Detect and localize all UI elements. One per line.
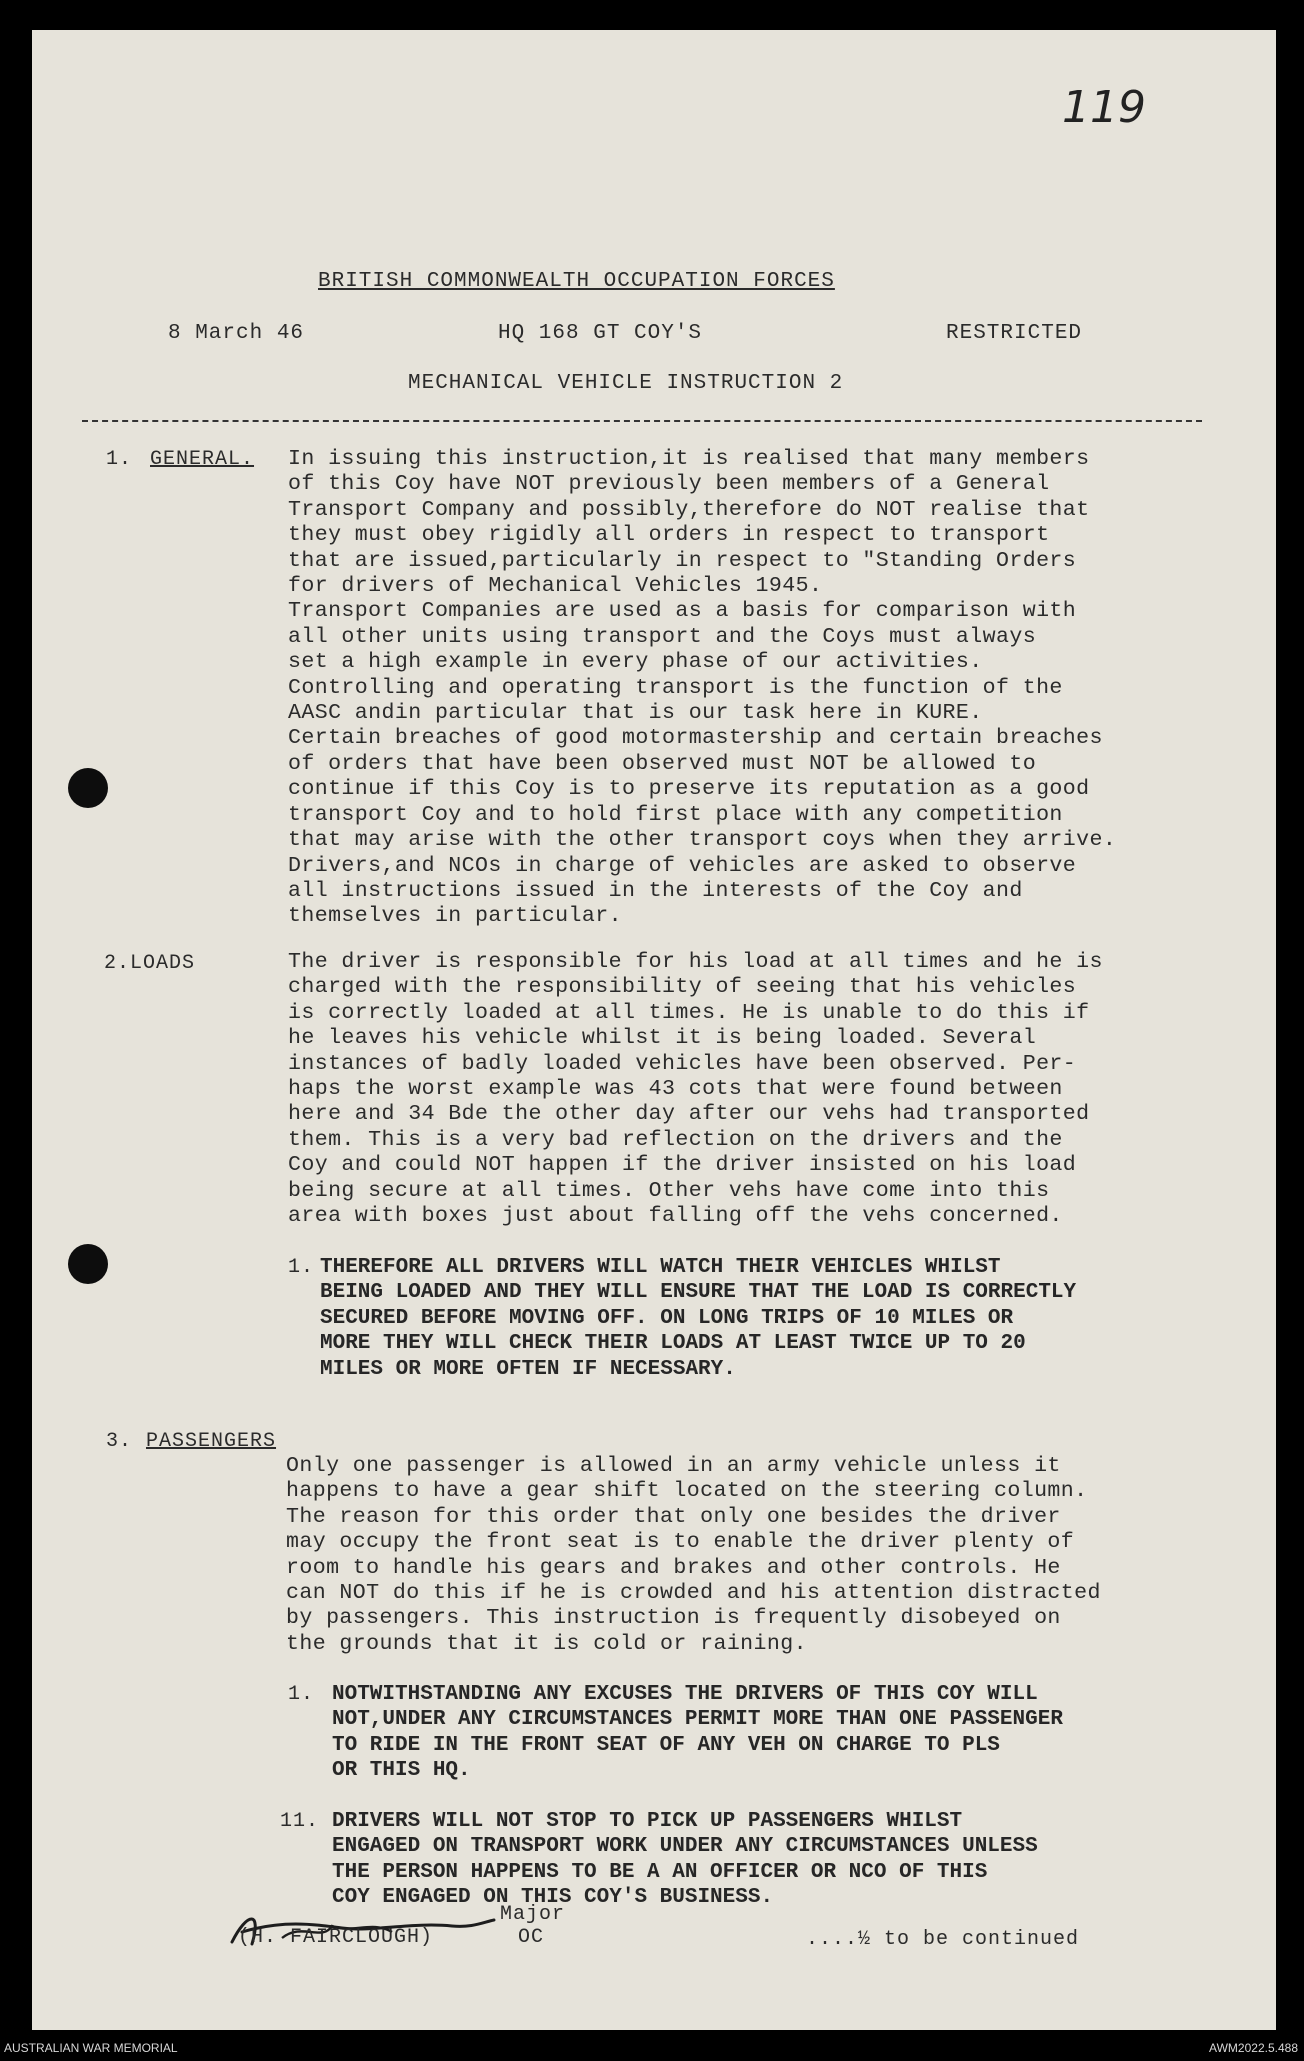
section-heading-passengers: PASSENGERS: [146, 1430, 277, 1453]
passengers-body: Only one passenger is allowed in an army vehicle unless it happens to have a gear shift located on the steering column. The reason for this order that only one besides the driver may occupy the front seat is to enable the driver plenty of room to handle his gears and brakes and other controls. He can NOT do this if he is crowded and his attention distracted by passengers. This instruction is frequently disobeyed on the grounds that it is cold or raining.: [286, 1454, 1101, 1656]
punch-hole: [68, 1244, 108, 1284]
order-number: 11.: [280, 1810, 320, 1833]
continuation-note: ....½ to be continued: [806, 1928, 1080, 1951]
header-divider: [82, 420, 1202, 422]
archive-reference: AWM2022.5.488: [1209, 2041, 1298, 2055]
punch-hole: [68, 768, 108, 808]
unit-name: HQ 168 GT COY'S: [498, 322, 703, 345]
passengers-order-1: NOTWITHSTANDING ANY EXCUSES THE DRIVERS OF THIS COY WILL NOT,UNDER ANY CIRCUMSTANCES PERMIT MORE THAN ONE PASSENGER TO RIDE IN THE FRONT SEAT OF ANY VEH ON CHARGE TO PLS OR THIS HQ.: [332, 1683, 1063, 1783]
document-date: 8 March 46: [168, 322, 305, 345]
signatory-rank: Major: [500, 1903, 566, 1926]
instruction-title: MECHANICAL VEHICLE INSTRUCTION 2: [408, 372, 844, 395]
signatory-name: (H. FAIRCLOUGH): [238, 1926, 434, 1949]
general-body: In issuing this instruction,it is realised that many members of this Coy have NOT previously been members of a General Transport Company and possibly,therefore do NOT realise that they must obey rigidly all orders in respect to transport that are issued,particularly in respect to "Standing Orders for drivers of Mechanical Vehicles 1945. Transport Companies are used as a basis for comparison with all other units using transport and the Coys must always set a high example in every phase of our activities. Controlling and operating transport is the function of the AASC andin particular that is our task here in KURE. Certain breaches of good motormastership and certain breaches of orders that have been observed must NOT be allowed to continue if this Coy is to preserve its reputation as a good transport Coy and to hold first place with any competition that may arise with the other transport coys when they arrive. Drivers,and NCOs in charge of vehicles are asked to observe all instructions issued in the interests of the Coy and themselves in particular.: [288, 447, 1117, 929]
folio-number: 119: [1062, 82, 1146, 133]
document-title: BRITISH COMMONWEALTH OCCUPATION FORCES: [318, 270, 835, 293]
order-number: 1.: [288, 1683, 315, 1706]
section-heading-general: GENERAL.: [150, 448, 255, 471]
signatory-role: OC: [518, 1926, 545, 1949]
passengers-order-2: DRIVERS WILL NOT STOP TO PICK UP PASSENGERS WHILST ENGAGED ON TRANSPORT WORK UNDER ANY CIRCUMSTANCES UNLESS THE PERSON HAPPENS TO BE A AN OFFICER OR NCO OF THIS COY ENGAGED ON THIS COY'S BUSINESS.: [332, 1810, 1038, 1910]
classification-label: RESTRICTED: [946, 322, 1083, 345]
section-number: 3.: [106, 1430, 133, 1453]
order-number: 1.: [288, 1256, 315, 1279]
archive-credit: AUSTRALIAN WAR MEMORIAL: [4, 2041, 178, 2055]
loads-body: The driver is responsible for his load at all times and he is charged with the responsibility of seeing that his vehicles is correctly loaded at all times. He is unable to do this if he leaves his vehicle whilst it is being loaded. Several instances of badly loaded vehicles have been observed. Per- haps the worst example was 43 cots that were found between here and 34 Bde the other day after our vehs had transported them. This is a very bad reflection on the drivers and the Coy and could NOT happen if the driver insisted on his load being secure at all times. Other vehs have come into this area with boxes just about falling off the vehs concerned.: [288, 950, 1103, 1229]
loads-order: THEREFORE ALL DRIVERS WILL WATCH THEIR VEHICLES WHILST BEING LOADED AND THEY WILL ENSURE THAT THE LOAD IS CORRECTLY SECURED BEFORE MOVING OFF. ON LONG TRIPS OF 10 MILES OR MORE THEY WILL CHECK THEIR LOADS AT LEAST TWICE UP TO 20 MILES OR MORE OFTEN IF NECESSARY.: [320, 1256, 1077, 1381]
section-heading-loads: 2.LOADS: [104, 952, 196, 975]
document-page: [32, 30, 1276, 2030]
section-number: 1.: [106, 448, 133, 471]
